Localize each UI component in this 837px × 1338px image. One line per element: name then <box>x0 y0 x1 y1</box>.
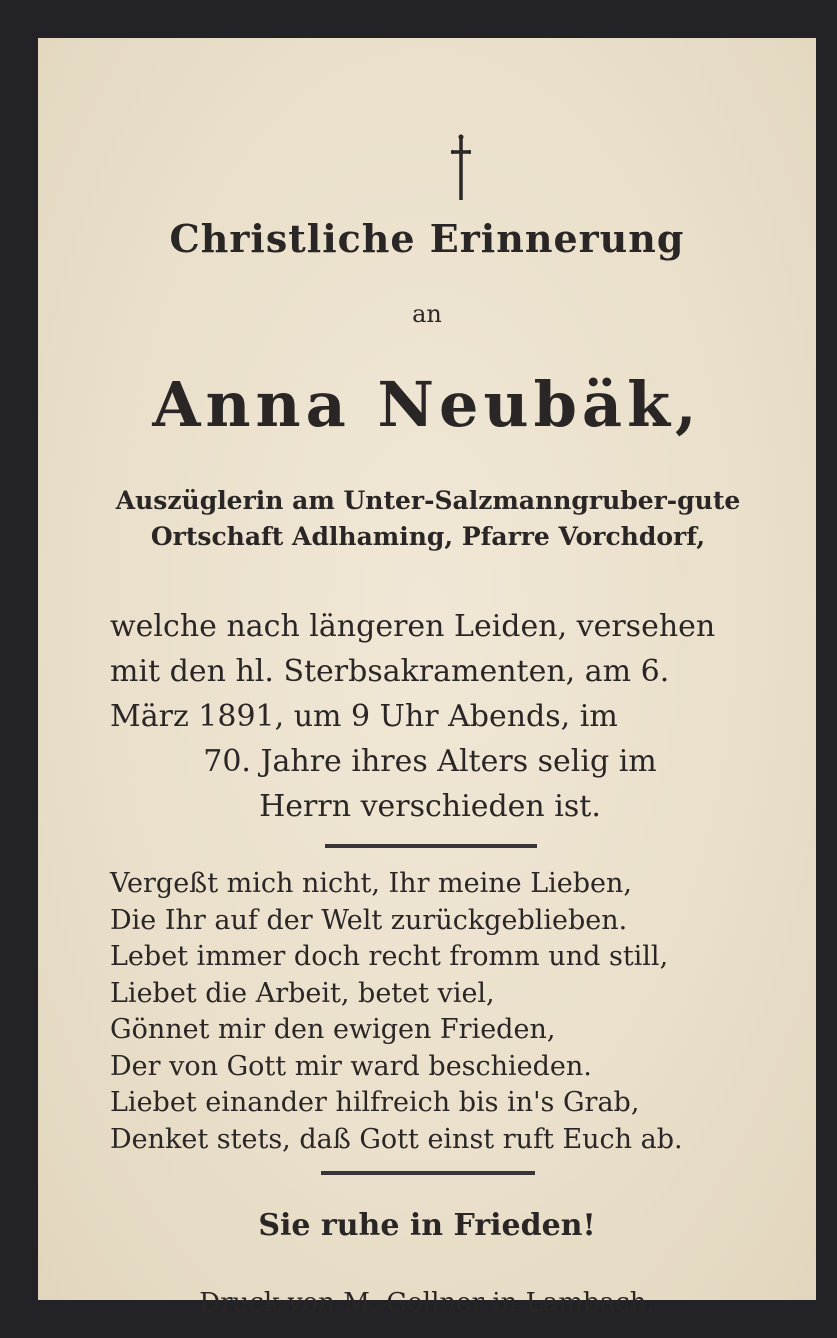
death-notice-line: mit den hl. Sterbsakramenten, am 6. <box>110 654 670 689</box>
death-notice-line: Herrn verschieden ist. <box>259 789 601 824</box>
card-paper <box>38 38 816 1318</box>
poem-line: Denket stets, daß Gott einst ruft Euch ab. <box>110 1123 683 1155</box>
closing-blessing: Sie ruhe in Frieden! <box>258 1208 596 1243</box>
divider <box>321 1171 535 1175</box>
cross-icon <box>451 134 471 202</box>
poem-line: Die Ihr auf der Welt zurückgeblieben. <box>110 904 628 936</box>
printer-credit: Druck von M. Gollner in Lambach. <box>199 1288 655 1318</box>
poem-line: Liebet einander hilfreich bis in's Grab, <box>110 1087 640 1118</box>
dedication-word: an <box>412 300 442 328</box>
poem-line: Lebet immer doch recht fromm und still, <box>110 941 669 972</box>
divider <box>325 844 537 848</box>
poem-line: Liebet die Arbeit, betet viel, <box>110 977 495 1009</box>
deceased-description: Auszüglerin am Unter-Salzmanngruber-gute Ortschaft Adlhaming, Pfarre Vorchdorf, <box>115 486 741 551</box>
death-notice-line: März 1891, um 9 Uhr Abends, im <box>110 699 618 734</box>
card-heading: Christliche Erinnerung <box>169 216 685 261</box>
memorial-poem <box>110 866 760 1158</box>
death-notice <box>110 604 750 829</box>
poem-line: Vergeßt mich nicht, Ihr meine Lieben, <box>110 868 633 899</box>
death-notice-line: 70. Jahre ihres Alters selig im <box>203 744 657 779</box>
death-notice-line: welche nach längeren Leiden, versehen <box>110 609 716 644</box>
poem-line: Der von Gott mir ward beschieden. <box>110 1050 592 1082</box>
poem-line: Gönnet mir den ewigen Frieden, <box>110 1014 556 1045</box>
deceased-name: Anna Neubäk, <box>152 368 702 441</box>
